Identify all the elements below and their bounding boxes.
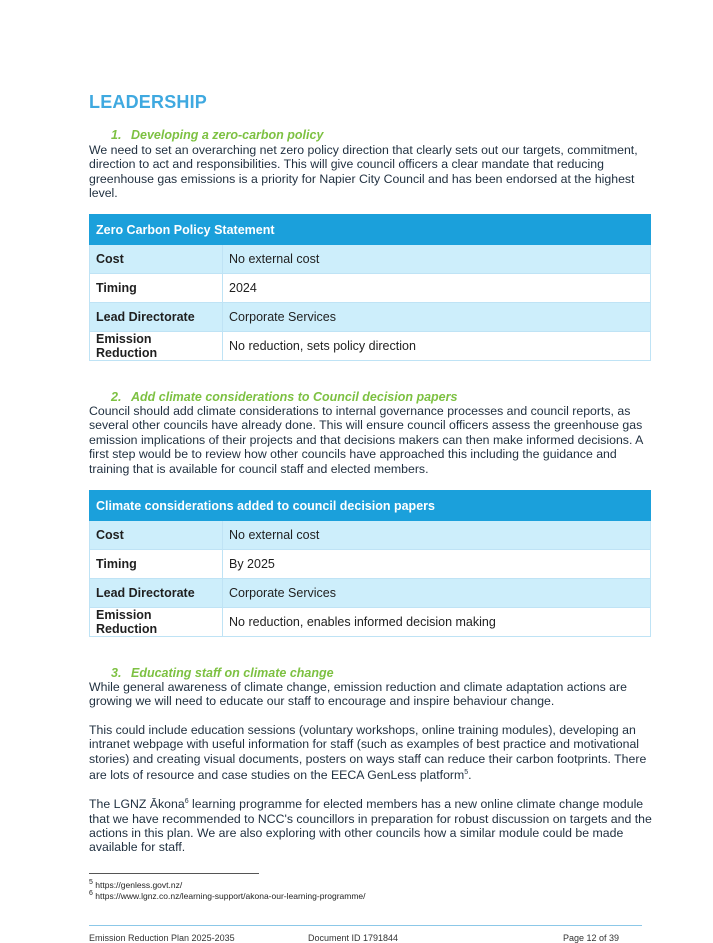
row-value: No reduction, enables informed decision making — [223, 608, 651, 637]
table-title: Climate considerations added to council decision papers — [90, 491, 651, 521]
subsection-title-text: Developing a zero-carbon policy — [131, 128, 324, 142]
table-row — [90, 274, 651, 303]
action-table-climate-considerations — [89, 490, 651, 637]
subsection-title-text: Add climate considerations to Council decision papers — [131, 390, 458, 404]
table-row — [90, 303, 651, 332]
subsection-number: 2. — [111, 390, 122, 404]
footer-document-title: Emission Reduction Plan 2025-2035 — [89, 933, 235, 943]
action-table-zero-carbon — [89, 214, 651, 361]
row-label: Timing — [90, 274, 223, 303]
paragraph-text: This could include education sessions (voluntary workshops, online training modules), developing an intranet webpage with useful information for staff (such as examples of best practice and motivational stories) and creating visual documents, posters on ways staff can reduce their carbon footprints. There are lots of resource and case studies on the EECA GenLess platform — [89, 723, 647, 783]
paragraph: We need to set an overarching net zero policy direction that clearly sets out our targets, commitment, direction to act and responsibilities. This will give council officers a clear mandate that reducing greenhouse gas emissions is a priority for Napier City Council and has been endorsed at the highest level. — [89, 143, 638, 201]
paragraph: This could include education sessions (voluntary workshops, online training modules), developing an intranet webpage with useful information for staff (such as examples of best practice and motivational stories) and creating visual documents, posters on ways staff can reduce their carbon footprints. There are lots of resource and case studies on the EECA GenLess platform$^5$. — [89, 723, 647, 783]
row-value: Corporate Services — [223, 579, 651, 608]
footer-document-id: Document ID 1791844 — [308, 933, 399, 943]
table-row — [90, 245, 651, 274]
row-value: No external cost — [223, 245, 651, 274]
subsection-title-text: Educating staff on climate change — [131, 666, 334, 680]
row-value: No external cost — [223, 521, 651, 550]
section-heading: LEADERSHIP — [89, 92, 208, 112]
subsection-number: 3. — [111, 666, 122, 680]
paragraph: While general awareness of climate change, emission reduction and climate adaptation actions are growing we will need to educate our staff to encourage and inspire behaviour change. — [89, 680, 627, 709]
footnote-text: https://www.lgnz.co.nz/learning-support/akona-our-learning-programme/ — [92, 890, 366, 901]
row-label: Emission Reduction — [90, 608, 223, 637]
footnote-mark: 6 — [89, 890, 93, 897]
subsection-title-3 — [111, 666, 334, 680]
footer-page-number: Page 12 of 39 — [563, 933, 620, 943]
subsection-title-1 — [111, 128, 323, 142]
row-value: Corporate Services — [223, 303, 651, 332]
footer-divider — [89, 925, 642, 926]
footnote — [89, 890, 366, 901]
table-row — [90, 521, 651, 550]
row-value: By 2025 — [223, 550, 651, 579]
table-row — [90, 608, 651, 637]
subsection-title-2 — [111, 390, 457, 404]
footnote — [89, 879, 182, 890]
table-title: Zero Carbon Policy Statement — [90, 215, 651, 245]
row-value: 2024 — [223, 274, 651, 303]
footnote-divider — [89, 873, 259, 874]
row-label: Emission Reduction — [90, 332, 223, 361]
table-row — [90, 579, 651, 608]
paragraph-text: learning programme for elected members has a new online climate change module that we have recommended to NCC's councillors in preparation for robust discussion on targets and the actions in this plan. We are also exploring with other councils how a similar module could be made available for staff. — [89, 797, 652, 855]
subsection-number: 1. — [111, 128, 122, 142]
footnote-ref: 5 — [464, 769, 469, 777]
paragraph-text: The LGNZ Ākona — [89, 797, 185, 812]
table-row — [90, 550, 651, 579]
footnote-mark: 5 — [89, 879, 93, 886]
row-value: No reduction, sets policy direction — [223, 332, 651, 361]
footnote-ref: 6 — [184, 798, 189, 805]
row-label: Cost — [90, 521, 223, 550]
row-label: Lead Directorate — [90, 303, 223, 332]
paragraph: Council should add climate considerations to internal governance processes and council reports, as several other councils have already done. This will ensure council officers assess the greenhouse gas emission implications of their projects and that decisions makers can then make informed decisions. A first step would be to review how other councils have approached this including the guidance and training that is available for council staff and elected members. — [89, 404, 643, 476]
paragraph — [89, 795, 654, 855]
row-label: Cost — [90, 245, 223, 274]
row-label: Lead Directorate — [90, 579, 223, 608]
table-row — [90, 332, 651, 361]
footnote-text: https://genless.govt.nz/ — [92, 879, 183, 890]
row-label: Timing — [90, 550, 223, 579]
